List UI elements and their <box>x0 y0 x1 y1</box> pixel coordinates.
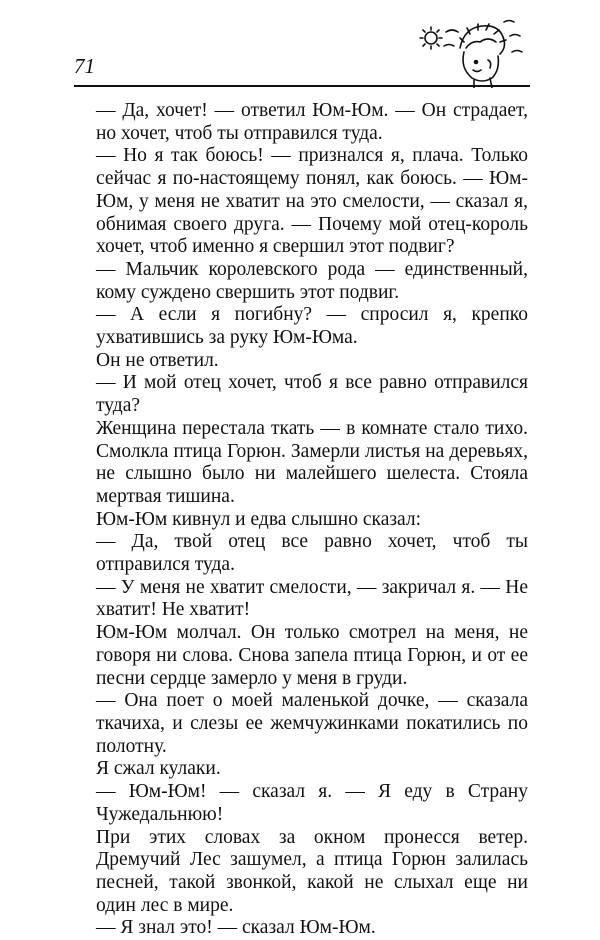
body-text <box>96 100 528 940</box>
paragraph: — А если я погибну? — спросил я, крепко ухватившись за руку Юм-Юма. <box>96 304 528 349</box>
boy-head-with-sun-icon <box>418 12 530 88</box>
header-rule <box>74 85 530 87</box>
paragraph: — Да, твой отец все равно хочет, чтоб ты отправился туда. <box>96 531 528 576</box>
paragraph: Я сжал кулаки. <box>96 758 221 780</box>
page-number: 71 <box>74 54 95 78</box>
paragraph: — Да, хочет! — ответил Юм-Юм. — Он страдает, но хочет, чтоб ты отправился туда. <box>96 100 528 144</box>
paragraph: Он не ответил. <box>96 349 219 371</box>
paragraph: Юм-Юм молчал. Он только смотрел на меня, не говоря ни слова. Снова запела птица Горюн, и от ее песни сердце замерло у меня в груди. <box>96 622 528 689</box>
paragraph: При этих словах за окном пронесся ветер. Дремучий Лес зашумел, а птица Горюн залилась песней, такой звонкой, какой не слыхал еще ни один лес в мире. <box>96 826 528 916</box>
paragraph: — Она поет о моей маленькой дочке, — сказала ткачиха, и слезы ее жемчужинками покатились по полотну. <box>96 690 528 757</box>
paragraph: — У меня не хватит смелости, — закричал я. — Не хватит! Не хватит! <box>96 576 528 621</box>
paragraph: — Я знал это! — сказал Юм-Юм. <box>96 917 376 939</box>
paragraph: — Мальчик королевского рода — единственный, кому суждено свершить этот подвиг. <box>96 258 528 303</box>
paragraph: Юм-Юм кивнул и едва слышно сказал: <box>96 508 422 530</box>
paragraph: — Юм-Юм! — сказал я. — Я еду в Страну Чужедальнюю! <box>96 781 528 825</box>
paragraph: Женщина перестала ткать — в комнате стало тихо. Смолкла птица Горюн. Замерли листья на деревьях, не слышно было ни малейшего шелеста. Стояла мертвая тишина. <box>96 417 528 507</box>
paragraph: — И мой отец хочет, чтоб я все равно отправился туда? <box>96 372 528 417</box>
paragraph: — Но я так боюсь! — признался я, плача. Только сейчас я по-настоящему понял, как боюсь. — Юм-Юм, у меня не хватит на это смелости, — сказал я, обнимая своего друга. — Почему мой отец-король хочет, чтоб именно я свершил этот подвиг? <box>96 145 528 258</box>
